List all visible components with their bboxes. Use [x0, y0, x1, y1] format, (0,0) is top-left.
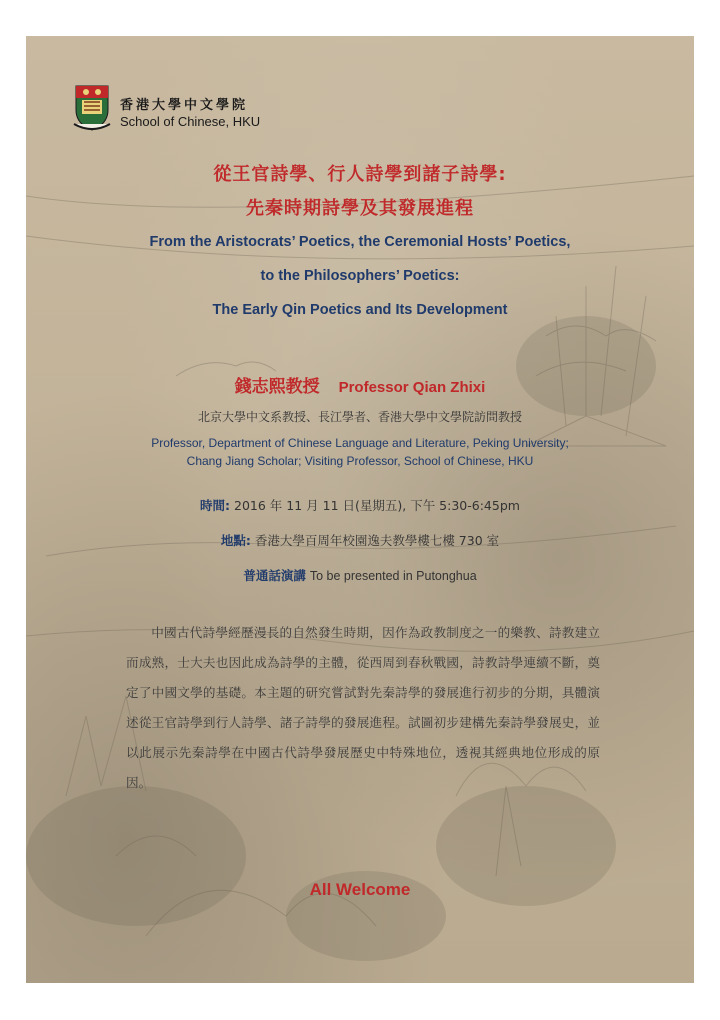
- hku-crest-icon: [72, 84, 112, 132]
- org-name-en: School of Chinese, HKU: [120, 114, 261, 129]
- speaker-affiliation-en-line-1: Professor, Department of Chinese Language and Literature, Peking University;: [151, 436, 569, 450]
- event-venue: [26, 531, 694, 549]
- speaker-affiliation-zh: 北京大學中文系教授、長江學者、香港大學中文學院訪問教授: [197, 410, 522, 424]
- speaker-affiliation-en-line-2: Chang Jiang Scholar; Visiting Professor, School of Chinese, HKU: [186, 454, 534, 468]
- title-zh-line-2: 先秦時期詩學及其發展進程: [246, 198, 474, 219]
- venue-label: 地點:: [220, 533, 251, 548]
- language-value: To be presented in Putonghua: [309, 569, 477, 583]
- event-language: [26, 566, 694, 584]
- time-value: 2016 年 11 月 11 日(星期五), 下午 5:30-6:45pm: [230, 498, 520, 513]
- title-en-line-1: From the Aristocrats’ Poetics, the Ceremonial Hosts’ Poetics,: [149, 234, 571, 250]
- speaker-name: [26, 372, 694, 397]
- speaker-name-en: Professor Qian Zhixi: [338, 379, 486, 396]
- language-label: 普通話演講: [243, 568, 306, 583]
- all-welcome: All Welcome: [309, 880, 411, 899]
- time-label: 時間:: [200, 498, 231, 513]
- event-time: [26, 496, 694, 514]
- org-name-zh: 香港大學中文學院: [120, 98, 249, 113]
- abstract-paragraph: 中國古代詩學經歷漫長的自然發生時期，因作為政教制度之一的樂教、詩教建立而成熟，士大夫也因此成為詩學的主體，從西周到春秋戰國，詩教詩學連續不斷，奠定了中國文學的基礎。本主題的研究嘗試對先秦詩學的發展進行初步的分期，具體演述從王官詩學到行人詩學、諸子詩學的發展進程。試圖初步建構先秦詩學發展史，並以此展示先秦詩學在中國古代詩學發展歷史中特殊地位，透視其經典地位形成的原因。: [126, 625, 600, 790]
- title-en-line-2: to the Philosophers’ Poetics:: [260, 268, 460, 284]
- poster: [26, 36, 694, 983]
- title-en-line-3: The Early Qin Poetics and Its Development: [212, 302, 508, 318]
- speaker-name-zh: 錢志熙教授: [234, 377, 320, 397]
- title-zh-line-1: 從王官詩學、行人詩學到諸子詩學:: [213, 164, 507, 185]
- venue-value: 香港大學百周年校園逸夫教學樓七樓 730 室: [250, 533, 500, 548]
